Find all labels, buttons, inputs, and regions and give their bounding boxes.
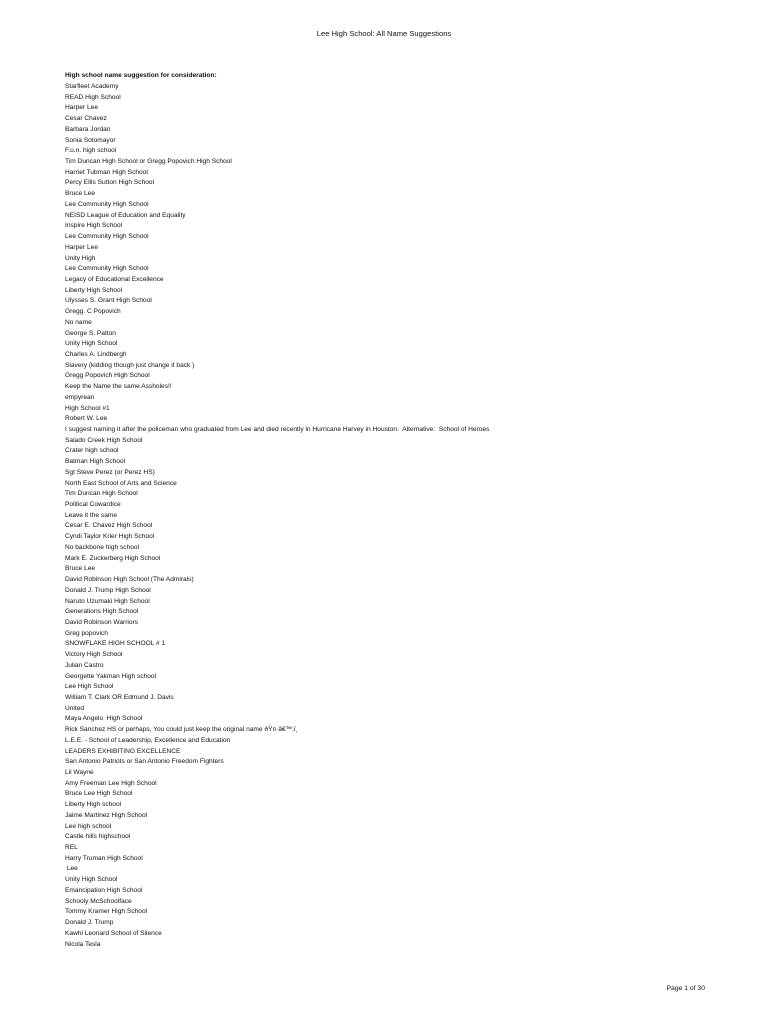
list-item: F.u.n. high school [65, 147, 117, 155]
list-item: Kawhi Leonard School of Silence [65, 929, 162, 937]
list-item: Amy Freeman Lee High School [65, 779, 157, 787]
list-item: Gregg. C Popovich [65, 308, 121, 316]
list-item: Rick Sanchez HS or perhaps, You could just keep the original name ðŸ¤·â€™‚ï¸ [65, 726, 298, 734]
list-item: Harriet Tubman High School [65, 168, 148, 176]
list-item: San Antonio Patriots or San Antonio Freedom Fighters [65, 758, 224, 766]
list-item: Batman High School [65, 458, 126, 466]
list-item: Schooly McSchoolface [65, 897, 132, 905]
list-item: Harper Lee [65, 104, 98, 112]
list-item: George S. Patton [65, 329, 116, 337]
list-item: No name [65, 318, 92, 326]
list-item: Nicola Tesla [65, 940, 101, 948]
list-item: Unity High School [65, 340, 118, 348]
list-item: David Robinson High School (The Admirals) [65, 576, 194, 584]
list-item: Lil Wayne [65, 769, 94, 776]
list-item: Mark E. Zuckerberg High School [65, 554, 161, 562]
list-item: Crater high school [65, 447, 119, 455]
list-item: Castle hills highschool [65, 833, 131, 841]
list-item: Unity High [65, 254, 96, 262]
list-item: LEADERS EXHIBITING EXCELLENCE [65, 747, 181, 755]
list-item: Sgt Steve Perez (or Perez HS) [65, 468, 155, 476]
list-item: Greg popovich [65, 629, 108, 637]
list-item: No backbone high school [65, 543, 140, 551]
page-number: Page 1 of 30 [666, 985, 705, 992]
list-item: Cesar E. Chavez High School [65, 522, 153, 530]
list-item: United [65, 704, 85, 712]
list-item: Naruto Uzumaki High School [65, 597, 150, 605]
list-item: Tommy Kramer High School [65, 908, 148, 916]
list-item: Salado Creek High School [65, 436, 143, 444]
list-item: L.E.E. - School of Leadership, Excellence and Education [65, 736, 231, 744]
document-title: Lee High School: All Name Suggestions [316, 29, 452, 38]
list-item: David Robinson Warriors [65, 618, 139, 626]
list-item: I suggest naming it after the policeman who graduated from Lee and died recently in Hurricane Harvey in Houston. Alternative: School of Heroes [65, 426, 490, 433]
list-item: Legacy of Educational Excellence [65, 275, 164, 283]
list-item: Inspire High School [65, 222, 123, 230]
list-item: Cesar Chavez [65, 115, 107, 123]
name-suggestion-list [65, 82, 489, 950]
list-item: North East School of Arts and Science [65, 479, 177, 487]
list-item: High School #1 [65, 404, 110, 412]
list-item: Lee Community High School [65, 200, 149, 208]
list-item: empyrean [65, 393, 95, 401]
list-item: Harry Truman High School [65, 854, 143, 862]
list-item: Jaime Martinez High School [65, 811, 148, 819]
list-item: Keep the Name the same Assholes!! [65, 383, 172, 391]
list-item: Bruce Lee High School [65, 790, 133, 798]
list-item: READ High School [65, 93, 121, 101]
list-item: Generations High School [65, 608, 139, 616]
list-item: Slavery (kidding though just change it back ) [65, 361, 195, 369]
list-item: SNOWFLAKE HIGH SCHOOL # 1 [65, 640, 166, 648]
list-item: Lee Community High School [65, 265, 149, 273]
list-item: Tim Duncan High School or Gregg Popovich High School [65, 158, 232, 166]
list-item: Starfleet Academy [65, 83, 119, 90]
list-item: Emancipation High School [65, 886, 143, 894]
list-item: Liberty High school [65, 801, 122, 809]
list-item: Unity High School [65, 876, 118, 884]
list-heading: High school name suggestion for consideration: [65, 72, 217, 79]
list-item: REL [65, 844, 78, 852]
list-item: Percy Ellis Sutton High School [65, 179, 155, 187]
list-item: Cyndi Taylor Krier High School [65, 533, 155, 541]
list-item: Political Cowardice [65, 501, 121, 509]
list-item: Charles A. Lindbergh [65, 350, 127, 358]
list-item: Julian Castro [65, 661, 104, 669]
list-item: Harper Lee [65, 243, 98, 251]
list-item: Barbara Jordan [65, 125, 111, 133]
list-item: Sonia Sotomayor [65, 136, 116, 144]
list-item: Ulysses S. Grant High School [65, 297, 152, 305]
list-item: Bruce Lee [65, 190, 96, 198]
list-item: Liberty High School [65, 286, 123, 294]
list-item: Lee high school [65, 822, 112, 830]
list-item: NEISD League of Education and Equality [65, 211, 186, 219]
list-item: Tim Duncan High School [65, 490, 138, 498]
list-item: Georgette Yakman High school [65, 672, 157, 680]
list-item: Bruce Lee [65, 565, 96, 573]
list-item: Donald J. Trump High School [65, 586, 151, 594]
list-item: Lee High School [65, 683, 114, 691]
list-item: Gregg Popovich High School [65, 372, 150, 380]
list-item: Lee Community High School [65, 233, 149, 241]
list-item: William T. Clark OR Edmund J. Davis [65, 693, 174, 701]
list-item: Donald J. Trump [65, 919, 114, 927]
list-item: Maya Angelo High School [65, 715, 143, 723]
list-item: Robert W. Lee [65, 415, 108, 423]
list-item: Lee [65, 865, 78, 873]
list-item: Victory High School [65, 651, 123, 659]
list-item: Leave it the same [65, 511, 118, 519]
